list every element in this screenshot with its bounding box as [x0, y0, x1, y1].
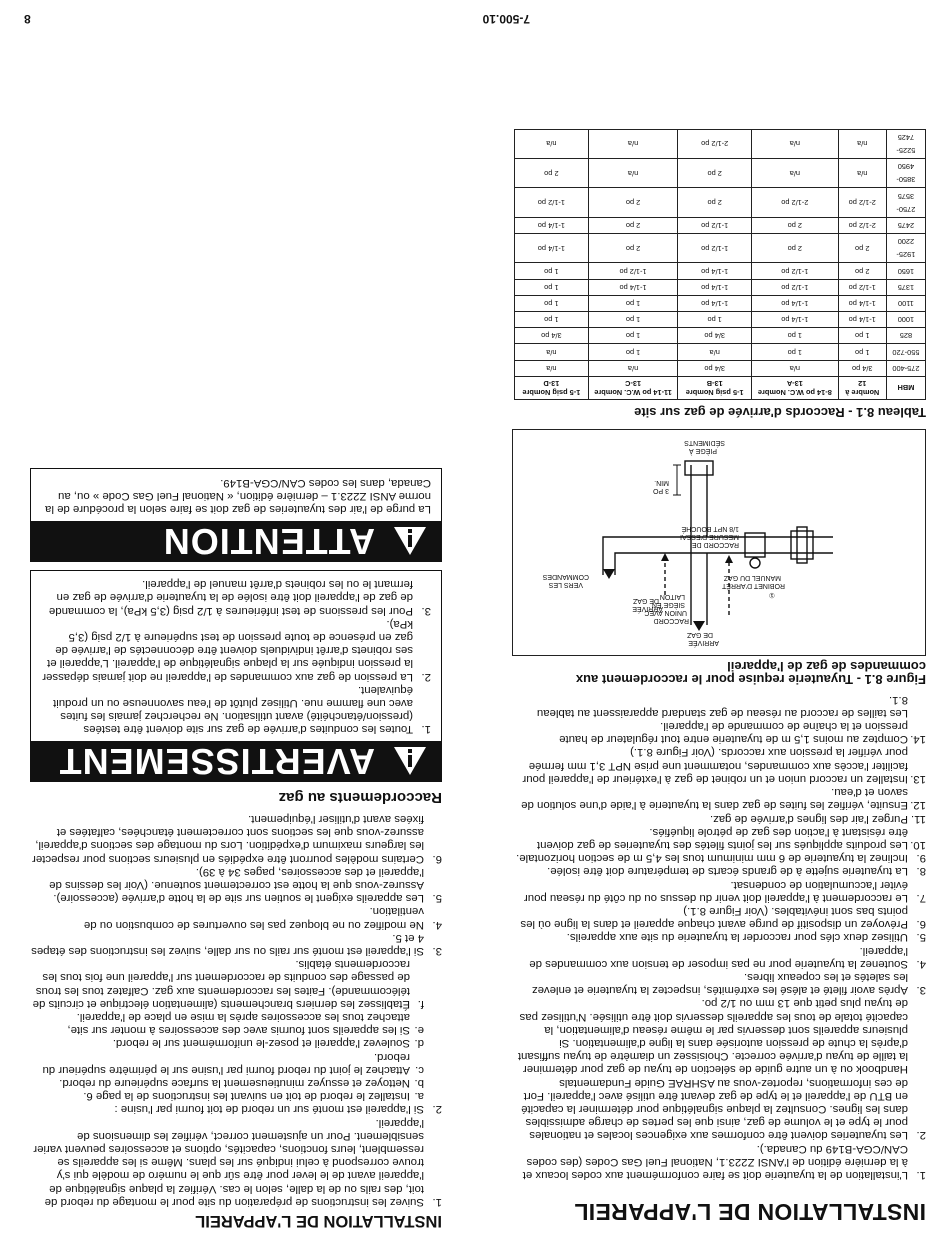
- table-cell: 2 po: [588, 234, 678, 263]
- table-row: [515, 263, 926, 279]
- item-number: 12.: [910, 799, 926, 812]
- table-cell: 1000: [886, 312, 925, 328]
- label-union: RACCORDUNION AVECSIÈGE ENLAITON: [644, 593, 689, 625]
- table-cell: 1-1/2 po: [752, 263, 839, 279]
- table-row: [515, 328, 926, 344]
- table-cell: 3/4 po: [515, 328, 589, 344]
- item-number: 5.: [432, 892, 442, 905]
- table-cell: 825: [886, 328, 925, 344]
- list-item: [516, 930, 926, 943]
- table-row: [515, 188, 926, 217]
- table-cell: 1-1/4 po: [838, 295, 886, 311]
- item-text: Suivez les instructions de préparation du site pour le montage du rebord de toit, des rails ou de la dalle, selon le cas. Vérifiez la plaque signalétique de l'appareil avant de le lever pour être sûr que le numéro de modèle qui s'y trouve correspond à celui indiqué sur les plans. Même si les appareils se ressemblent, leurs fonctions, capacités, options et accessoires peuvent varier sensiblement. Pour un ajustement correct, vérifiez les dimensions de l'appareil.: [33, 1116, 424, 1208]
- table-cell: 1-1/4 po: [678, 263, 752, 279]
- sub-item-letter: b.: [414, 1076, 424, 1089]
- table-header-cell: Nombre à 12: [838, 376, 886, 399]
- sub-item-letter: e.: [414, 1024, 424, 1037]
- item-text: Toutes les conduites d'arrivée de gaz sur site doivent être testées (pression/étanchéité) avant utilisation. Ne recherchez jamais les fuites avec une flamme nue. Utilisez plutôt de l'eau savonneuse ou un produit équivalent.: [53, 683, 413, 736]
- table-row: [515, 217, 926, 233]
- installation-steps: [30, 812, 442, 1208]
- warning-banner: [31, 742, 441, 782]
- table-cell: 1 po: [838, 328, 886, 344]
- table-cell: 3/4 po: [838, 360, 886, 376]
- table-cell: n/a: [588, 159, 678, 188]
- table-row: [515, 159, 926, 188]
- table-cell: 1-1/4 po: [515, 234, 589, 263]
- label-gas-in-side: ARRIVÉEDE GAZ: [632, 597, 663, 613]
- item-number: 14.: [910, 733, 926, 746]
- item-number: 6.: [916, 918, 926, 931]
- table-cell: 2750-3575: [886, 188, 925, 217]
- piping-steps: [516, 719, 926, 1181]
- table-cell: 1-1/2 po: [588, 263, 678, 279]
- warning-items: [41, 577, 431, 735]
- table-cell: 1 po: [588, 328, 678, 344]
- left-column: [516, 129, 926, 1181]
- list-item: [516, 719, 926, 745]
- list-item: [30, 1115, 442, 1207]
- item-number: 3.: [421, 604, 431, 617]
- table-row: [515, 344, 926, 360]
- sub-item-text: Établissez les derniers branchements (alimentation électrique et circuits de télécommande). Faites les raccordements aux gaz. Calfatez tous les trous de passage des conduits de raccordement sur l'appareil une fois tous les raccordements établis.: [32, 958, 410, 1010]
- item-number: 4.: [432, 918, 442, 931]
- table-row: [515, 129, 926, 158]
- page-number: 8: [24, 12, 31, 26]
- table-cell: n/a: [752, 129, 839, 158]
- sub-item-text: Soulevez l'appareil et posez-le uniformément sur le rebord.: [112, 1037, 410, 1050]
- table-cell: 1-1/2 po: [752, 279, 839, 295]
- item-number: 10.: [910, 838, 926, 851]
- table-cell: n/a: [752, 360, 839, 376]
- item-number: 1.: [421, 723, 431, 736]
- item-text: Soutenez la tuyauterie pour ne pas imposer de tension aux commandes de l'appareil.: [529, 944, 908, 970]
- item-text: Comptez au moins 1,5 m de tuyauterie entre tout régulateur de haute pression et la chaîne de commande de l'appareil.: [559, 720, 908, 746]
- table-cell: 1 po: [838, 344, 886, 360]
- table-cell: 1-1/2 po: [678, 234, 752, 263]
- table-cell: 1650: [886, 263, 925, 279]
- item-text: La tuyauterie sujette à de grands écarts de température doit être isolée.: [547, 865, 908, 878]
- table-cell: 2-1/2 po: [838, 217, 886, 233]
- table-cell: 1-1/4 po: [588, 279, 678, 295]
- table-cell: n/a: [838, 159, 886, 188]
- sub-item-letter: d.: [414, 1037, 424, 1050]
- table-cell: 1 po: [515, 279, 589, 295]
- table-cell: 2 po: [678, 159, 752, 188]
- item-text: Certains modèles pourront être expédiés en plusieurs sections pour respecter les largeurs maximum d'expédition. Lors du montage des sections d'appareil, assurez-vous que les sections sont correctement étanchées, calfatées et fixées avant d'utiliser l'équipement.: [32, 812, 424, 865]
- item-text: Ensuite, vérifiez les fuites de gaz dans la tuyauterie à l'aide d'une solution de savon et d'eau.: [521, 786, 908, 812]
- gas-connection-table: [514, 129, 926, 400]
- table-cell: 1 po: [752, 328, 839, 344]
- list-item: [516, 825, 926, 851]
- table-header-cell: MBH: [886, 376, 925, 399]
- item-text: Si l'appareil est monté sur rails ou sur dalle, suivez les instructions des étapes 4 et 5.: [31, 931, 424, 957]
- table-cell: 1-1/4 po: [752, 312, 839, 328]
- table-cell: 1 po: [678, 312, 752, 328]
- table-cell: 1-1/4 po: [678, 295, 752, 311]
- sub-item-text: Attachez le joint du rebord fourni par l'usine sur le périmètre supérieur du rebord.: [42, 1050, 410, 1076]
- item-number: 7.: [916, 891, 926, 904]
- item-number: 1.: [916, 1169, 926, 1181]
- table-cell: 1925-2200: [886, 234, 925, 263]
- list-item: [516, 970, 926, 996]
- item-text: Les produits appliqués sur les joints filetés des tuyauteries de gaz doivent être résistant à l'action des gaz de pétrole liquéfiés.: [536, 825, 908, 851]
- list-item: [41, 577, 431, 617]
- piping-figure: [512, 429, 926, 656]
- page-title: INSTALLATION DE L'APPAREIL: [574, 1199, 926, 1225]
- table-cell: 2475: [886, 217, 925, 233]
- table-cell: 1-1/2 po: [838, 279, 886, 295]
- item-number: 4.: [916, 957, 926, 970]
- table-row: [515, 234, 926, 263]
- table-cell: 2 po: [588, 188, 678, 217]
- attention-box: [30, 468, 442, 562]
- table-row: [515, 360, 926, 376]
- table-title: Tableau 8.1 - Raccords d'arrivée de gaz sur site: [634, 405, 926, 421]
- table-cell: 1-1/4 po: [515, 217, 589, 233]
- table-cell: n/a: [515, 344, 589, 360]
- list-item: [516, 851, 926, 864]
- item-number: 3.: [432, 944, 442, 957]
- sub-item-text: Nettoyez et essuyez minutieusement la surface supérieure du rebord.: [59, 1076, 410, 1089]
- list-item: [30, 904, 442, 930]
- list-item: [516, 864, 926, 877]
- item-text: Inclinez la tuyauterie de 6 mm minimum tous les 4,5 m de section horizontale.: [516, 852, 908, 865]
- section-title-installation: INSTALLATION DE L'APPAREIL: [195, 1212, 442, 1230]
- item-number: 6.: [432, 852, 442, 865]
- label-gas-in-top: ARRIVÉEDE GAZ: [686, 631, 719, 647]
- list-item: [30, 957, 442, 1115]
- table-cell: 1 po: [515, 263, 589, 279]
- table-cell: 2 po: [752, 217, 839, 233]
- table-cell: 1 po: [588, 344, 678, 360]
- table-cell: 2 po: [588, 217, 678, 233]
- table-cell: 1375: [886, 279, 925, 295]
- item-text: Le raccordement à l'appareil doit venir du dessus ou du côté du réseau pour éviter l'accumulation de condensat.: [523, 878, 908, 904]
- table-cell: 1-1/4 po: [838, 312, 886, 328]
- table-cell: n/a: [515, 360, 589, 376]
- list-item: [516, 1141, 926, 1181]
- doc-code: 7-500.10: [482, 12, 530, 26]
- list-item: [516, 904, 926, 930]
- list-item: [30, 865, 442, 905]
- section-title-gas: Raccordements au gaz: [278, 788, 442, 806]
- attention-label: ATTENTION: [162, 520, 375, 562]
- item-text: La pression de gaz aux commandes de l'appareil ne doit jamais dépasser la pression indiquée sur la plaque signalétique de l'appareil. L'appareil et ses robinets d'arrêt individuels doivent être déconnectés de l'arrivée de gaz en présence de toute pression de test supérieure à 1/2 psig (3,5 kPa).: [42, 617, 413, 683]
- caution-icon: [393, 526, 427, 556]
- table-cell: n/a: [838, 129, 886, 158]
- item-number: 13.: [910, 772, 926, 785]
- table-cell: 1-1/4 po: [752, 295, 839, 311]
- sub-item-text: Installez le rebord de toit en suivant les instructions de la page 6.: [83, 1090, 410, 1103]
- label-trap: PIÈGE ÀSÉDIMENTS: [684, 439, 725, 455]
- item-text: Les appareils exigent le soutien sur site de la hotte d'arrivée (accessoire). Assurez-vous que la hotte est correctement soutenue. (Voir les dessins de l'appareil et des accessoires, pages 34 à 39).: [49, 865, 424, 905]
- item-text: Utilisez deux clés pour raccorder la tuyauterie du site aux appareils.: [566, 931, 908, 944]
- sub-item: [30, 957, 424, 1010]
- sub-item: [30, 1010, 424, 1036]
- list-item: [516, 877, 926, 903]
- table-cell: 2 po: [678, 188, 752, 217]
- table-cell: 1 po: [588, 295, 678, 311]
- attention-text: La purge de l'air des tuyauteries de gaz doit se faire selon la procédure de la norme ANSI Z223.1 – dernière édition, « National Fuel Gas Code » ou, au Canada, dans les codes CAN/CGA-B149.: [45, 476, 431, 516]
- table-header-cell: 8-14 po W.C. Nombre 13-A: [752, 376, 839, 399]
- table-cell: 1 po: [515, 295, 589, 311]
- table-row: [515, 295, 926, 311]
- list-item: [516, 811, 926, 824]
- table-cell: 2-1/2 po: [678, 129, 752, 158]
- table-row: [515, 279, 926, 295]
- table-cell: 1 po: [588, 312, 678, 328]
- item-text: Les tuyauteries doivent être conformes aux exigences locales et nationales pour le type et le volume de gaz, ainsi que les pertes de charge admissibles dans les lignes. Consultez la plaque signalétique pour déterminer la capacité en BTU de l'appareil et le type de gaz devant être utilisé avec l'appareil. Fort de ces informations, reportez-vous au ASHRAE Guide Fundamentals Handbook ou à un autre guide de sélection de tuyau de gaz pour déterminer la taille de tuyau d'arrivée correcte. Choisissez un diamètre de tuyau suffisant d'après la chute de pression autorisée dans la ligne d'alimentation. Si plusieurs appareils sont desservis par le même réseau d'alimentation, la capacité totale de tous les appareils desservis doit être utilisée. N'utilisez pas de tuyau plus petit que 13 mm ou 1/2 po.: [517, 997, 908, 1142]
- item-number: 2.: [432, 1103, 442, 1116]
- table-cell: 3/4 po: [678, 360, 752, 376]
- label-min: 3 POMIN.: [653, 479, 669, 495]
- sub-item: [30, 1049, 424, 1075]
- table-cell: 1-1/2 po: [515, 188, 589, 217]
- list-item: [516, 996, 926, 1141]
- table-header-cell: 1-5 psig Nombre 13-D: [515, 376, 589, 399]
- table-cell: 2 po: [838, 234, 886, 263]
- table-row: [515, 312, 926, 328]
- piping-diagram: [513, 430, 925, 655]
- table-cell: 275-400: [886, 360, 925, 376]
- table-cell: n/a: [678, 344, 752, 360]
- right-column: [30, 468, 442, 1230]
- item-text: Si l'appareil est monté sur un rebord de toit fourni par l'usine :: [114, 1103, 424, 1116]
- label-test-fitting: RACCORD DEMESURE D'ESSAI1/8 NPT BOUCHÉ: [680, 525, 739, 549]
- sub-item-letter: a.: [414, 1090, 424, 1103]
- item-number: 8.: [916, 865, 926, 878]
- table-cell: 3850-4950: [886, 159, 925, 188]
- item-number: 2.: [421, 670, 431, 683]
- warning-box: [30, 570, 442, 782]
- item-text: L'installation de la tuyauterie doit se faire conformément aux codes locaux et à la dernière édition de l'ANSI Z223.1, National Fuel Gas Codes (des codes CAN/CGA-B149 du Canada.).: [522, 1142, 908, 1181]
- sub-item-letter: f.: [417, 997, 424, 1010]
- sub-item-letter: c.: [415, 1063, 424, 1076]
- warning-icon: [393, 747, 427, 777]
- label-controls: VERS LESCOMMANDES: [542, 573, 589, 589]
- sub-item: [30, 1076, 424, 1089]
- table-cell: 1 po: [752, 344, 839, 360]
- warning-label: AVERTISSEMENT: [58, 741, 375, 783]
- sub-item: [30, 1089, 424, 1102]
- table-cell: 2 po: [838, 263, 886, 279]
- list-item: [30, 931, 442, 957]
- table-cell: 3/4 po: [678, 328, 752, 344]
- item-text: Pour les pressions de test inférieures à 1/2 psig (3,5 kPa), la commande de gaz de l'appareil doit être isolée de la tuyauterie d'arrivée de gaz en fermant le ou les robinets d'arrêt manuel de l'appareil.: [48, 578, 413, 617]
- list-item: [41, 683, 431, 736]
- list-item: [516, 785, 926, 811]
- table-cell: 2-1/2 po: [838, 188, 886, 217]
- item-text: Installez un raccord union et un robinet de gaz à l'extérieur de l'appareil pour faciliter l'accès aux commandes, notamment une prise NPT 3,1 mm fermée pour vérifier la pression aux raccords. (Voir Figure 8.1.): [522, 746, 908, 785]
- figure-title: Figure 8.1 - Tuyauterie requise pour le raccordement aux commandes de gaz de l'appareil: [575, 659, 926, 688]
- table-header-row: [515, 376, 926, 399]
- table-header-cell: 1-5 psig Nombre 13-B: [678, 376, 752, 399]
- list-item: [30, 812, 442, 865]
- item-text: Ne modifiez ou ne bloquez pas les ouvertures de combustion ou de ventilation.: [83, 905, 424, 931]
- table-cell: 1-1/4 po: [678, 279, 752, 295]
- table-cell: 1 po: [515, 312, 589, 328]
- table-cell: n/a: [588, 129, 678, 158]
- list-item: [41, 617, 431, 683]
- attention-banner: [31, 521, 441, 561]
- table-cell: 1-1/2 po: [678, 217, 752, 233]
- table-cell: n/a: [588, 360, 678, 376]
- table-cell: n/a: [515, 129, 589, 158]
- table-cell: 2-1/2 po: [752, 188, 839, 217]
- table-cell: 2 po: [515, 159, 589, 188]
- item-number: 1.: [432, 1195, 442, 1208]
- list-item: [516, 943, 926, 969]
- sub-list: [30, 957, 424, 1102]
- table-cell: n/a: [752, 159, 839, 188]
- item-number: 3.: [916, 984, 926, 997]
- sub-item: [30, 1036, 424, 1049]
- sub-item-text: Si les appareils sont fournis avec des accessoires à monter sur site, attachez tous les accessoires après la mise en place de l'appareil.: [67, 1010, 410, 1037]
- table-cell: 1100: [886, 295, 925, 311]
- item-number: 9.: [916, 852, 926, 865]
- label-valve: ①ROBINET D'ARRÊTMANUEL DU GAZ: [721, 574, 785, 599]
- table-header-cell: 11-14 po W.C. Nombre 13-C: [588, 376, 678, 399]
- table-note: Les tailles de raccord au réseau de gaz standard apparaissent au tableau 8.1.: [536, 693, 908, 719]
- item-number: 11.: [911, 812, 926, 825]
- item-text: Après avoir fileté et alésé les extrémités, inspectez la tuyauterie et enlevez les saletés et les copeaux libres.: [531, 970, 908, 997]
- table-cell: 2 po: [752, 234, 839, 263]
- item-number: 5.: [916, 931, 926, 944]
- item-text: Purgez l'air des lignes d'arrivée de gaz.: [709, 812, 908, 825]
- table-cell: 550-720: [886, 344, 925, 360]
- item-text: Prévoyez un dispositif de purge avant chaque appareil et dans la ligne où les points bas sont inévitables. (Voir Figure 8.1.): [520, 904, 908, 931]
- item-number: 2.: [916, 1129, 926, 1142]
- list-item: [516, 745, 926, 785]
- table-cell: 5225-7425: [886, 129, 925, 158]
